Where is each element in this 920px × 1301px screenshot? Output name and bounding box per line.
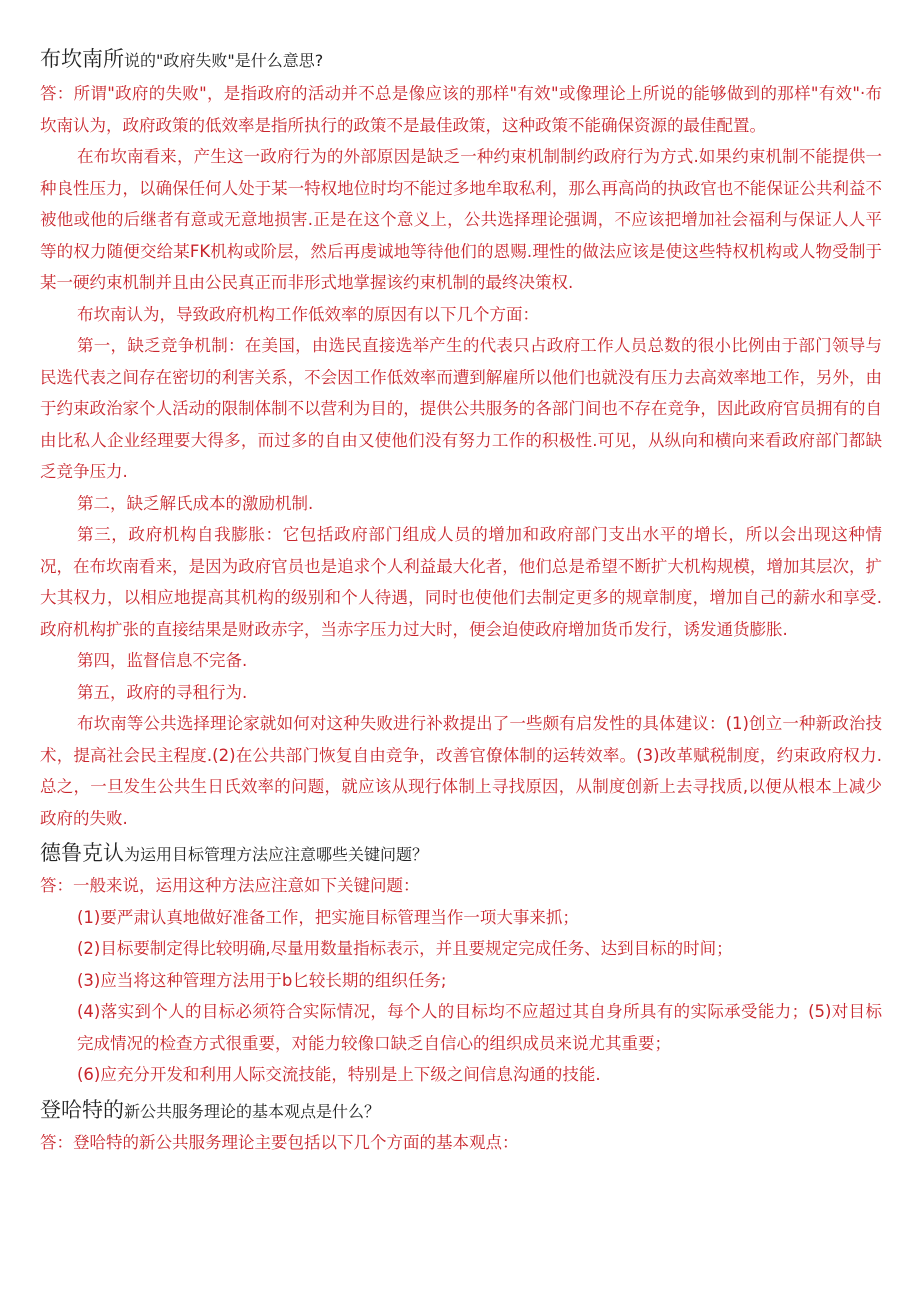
paragraph: 第二，缺乏解氏成本的激励机制. — [77, 493, 314, 513]
list-item: (6)应充分开发和利用人际交流技能，特别是上下级之间信息沟通的技能. — [77, 1065, 601, 1084]
list-item: (1)要严肃认真地做好准备工作，把实施目标管理当作一项大事来抓； — [77, 907, 579, 927]
paragraph: 布坎南认为，导致政府机构工作低效率的原因有以下几个方面： — [77, 304, 539, 324]
question-3-answer: 答：登哈特的新公共服务理论主要包括以下几个方面的基本观点： — [40, 1132, 519, 1152]
question-2-title-lead: 德鲁克认 — [40, 841, 124, 865]
document-page — [40, 44, 882, 1158]
question-1-answer: 答：所谓"政府的失败"，是指政府的活动并不总是像应该的那样"有效"或像理论上所说的能够做到的那样"有效"·布坎南认为，政府政策的低效率是指所执行的政策不是最佳政策，这种政策不能确保资源的最佳配置。 — [40, 84, 882, 135]
question-2-answer: 答：一般来说，运用这种方法应注意如下关键问题： — [40, 876, 420, 895]
list-item: (2)目标要制定得比较明确,尽量用数量指标表示，并且要规定完成任务、达到目标的时间； — [77, 939, 733, 958]
list-item: (3)应当将这种管理方法用于b匕较长期的组织任务; — [77, 970, 447, 990]
paragraph: 布坎南等公共选择理论家就如何对这种失败进行补救提出了一些颇有启发性的具体建议：(1)创立一种新政治技术，提高社会民主程度.(2)在公共部门恢复自由竞争，改善官僚体制的运转效率。(3)改革赋税制度，约束政府权力.总之，一旦发生公共生日氏效率的问题，就应该从现行体制上寻找原因，从制度创新上去寻找质,以便从根本上减少政府的失败. — [40, 714, 882, 828]
paragraph: 第三，政府机构自我膨胀：它包括政府部门组成人员的增加和政府部门支出水平的增长，所以会出现这种情况，在布坎南看来，是因为政府官员也是追求个人利益最大化者，他们总是希望不断扩大机构规模，增加其层次，扩大其权力，以相应地提高其机构的级别和个人待遇，同时也使他们去制定更多的规章制度，增加自己的薪水和享受.政府机构扩张的直接结果是财政赤字，当赤字压力过大时，便会迫使政府增加货币发行，诱发通货膨胀. — [40, 525, 882, 639]
question-1-title-rest: 说的"政府失败"是什么意思? — [124, 51, 324, 70]
question-2-title — [40, 838, 882, 870]
paragraph: 在布坎南看来，产生这一政府行为的外部原因是缺乏一种约束机制制约政府行为方式.如果约束机制不能提供一种良性压力，以确保任何人处于某一特权地位时均不能过多地牟取私利，那么再高尚的执政官也不能保证公共利益不被他或他的后继者有意或无意地损害.正是在这个意义上，公共选择理论强调，不应该把增加社会福利与保证人人平等的权力随便交给某FK机构或阶层，然后再虔诚地等待他们的恩赐.理性的做法应该是使这些特权机构或人物受制于某一硬约束机制并且由公民真正而非形式地掌握该约束机制的最终决策权. — [40, 147, 882, 292]
question-1-title-lead: 布坎南所 — [40, 47, 124, 71]
question-3-title — [40, 1095, 882, 1127]
question-2-title-rest: 为运用目标管理方法应注意哪些关键问题？ — [124, 845, 429, 864]
paragraph: 第四，监督信息不完备. — [77, 651, 248, 670]
question-1-title — [40, 44, 882, 76]
paragraph: 第五，政府的寻租行为. — [77, 682, 248, 702]
list-item: (4)落实到个人的目标必须符合实际情况，每个人的目标均不应超过其自身所具有的实际承受能力；(5)对目标完成情况的检查方式很重要，对能力较像口缺乏自信心的组织成员来说尤其重要； — [77, 1002, 882, 1053]
paragraph: 第一，缺乏竞争机制：在美国，由选民直接选举产生的代表只占政府工作人员总数的很小比例由于部门领导与民选代表之间存在密切的利害关系，不会因工作低效率而遭到解雇所以他们也就没有压力去高效率地工作，另外，由于约束政治家个人活动的限制体制不以营利为目的，提供公共服务的各部门间也不存在竞争，因此政府官员拥有的自由比私人企业经理要大得多，而过多的自由又使他们没有努力工作的积极性.可见，从纵向和横向来看政府部门都缺乏竞争压力. — [40, 336, 882, 481]
question-3-title-rest: 新公共服务理论的基本观点是什么？ — [124, 1101, 381, 1121]
question-3-title-lead: 登哈特的 — [40, 1097, 124, 1122]
